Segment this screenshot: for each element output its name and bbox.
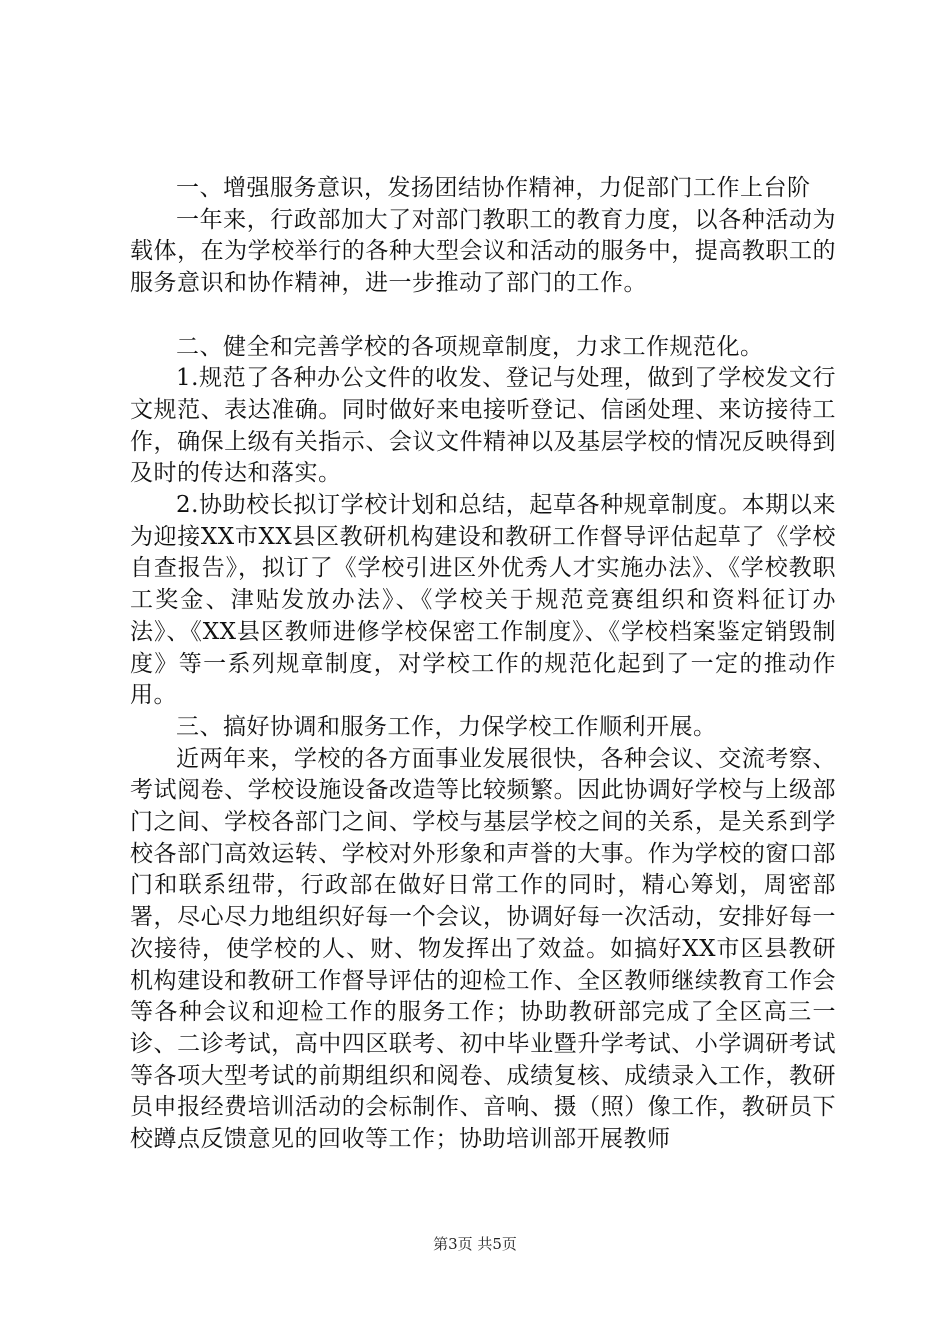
page-number-footer: 第3页 共5页 (433, 1235, 517, 1253)
paragraph-1: 一年来，行政部加大了对部门教职工的教育力度，以各种活动为载体，在为学校举行的各种大型会议和活动的服务中，提高教职工的服务意识和协作精神，进一步推动了部门的工作。 (130, 206, 836, 297)
paragraph-3: 近两年来，学校的各方面事业发展很快，各种会议、交流考察、考试阅卷、学校设施设备改造等比较频繁。因此协调好学校与上级部门之间、学校各部门之间、学校与基层学校之间的关系，是关系到学校各部门高效运转、学校对外形象和声誉的大事。作为学校的窗口部门和联系纽带，行政部在做好日常工作的同时，精心筹划，周密部署，尽心尽力地组织好每一个会议，协调好每一次活动，安排好每一次接待，使学校的人、财、物发挥出了效益。如搞好XX市区县教研机构建设和教研工作督导评估的迎检工作、全区教师继续教育工作会等各种会议和迎检工作的服务工作；协助教研部完成了全区高三一诊、二诊考试，高中四区联考、初中毕业暨升学考试、小学调研考试等各项大型考试的前期组织和阅卷、成绩复核、成绩录入工作，教研员申报经费培训活动的会标制作、音响、摄（照）像工作，教研员下校蹲点反馈意见的回收等工作；协助培训部开展教师 (130, 745, 836, 1153)
document-body (130, 173, 836, 1156)
section-heading-3: 三、搞好协调和服务工作，力保学校工作顺利开展。 (176, 713, 717, 740)
section-heading-2: 二、健全和完善学校的各项规章制度，力求工作规范化。 (176, 333, 764, 360)
paragraph-2-item-2: 2.协助校长拟订学校计划和总结，起草各种规章制度。本期以来为迎接XX市XX县区教研机构建设和教研工作督导评估起草了《学校自查报告》，拟订了《学校引进区外优秀人才实施办法》、《学校教职工奖金、津贴发放办法》、《学校关于规范竞赛组织和资料征订办法》、《XX县区教师进修学校保密工作制度》、《学校档案鉴定销毁制度》等一系列规章制度，对学校工作的规范化起到了一定的推动作用。 (130, 492, 836, 709)
paragraph-2-item-1: 1.规范了各种办公文件的收发、登记与处理，做到了学校发文行文规范、表达准确。同时做好来电接听登记、信函处理、来访接待工作，确保上级有关指示、会议文件精神以及基层学校的情况反映得到及时的传达和落实。 (130, 365, 836, 487)
section-heading-1: 一、增强服务意识，发扬团结协作精神，力促部门工作上台阶 (176, 175, 811, 201)
